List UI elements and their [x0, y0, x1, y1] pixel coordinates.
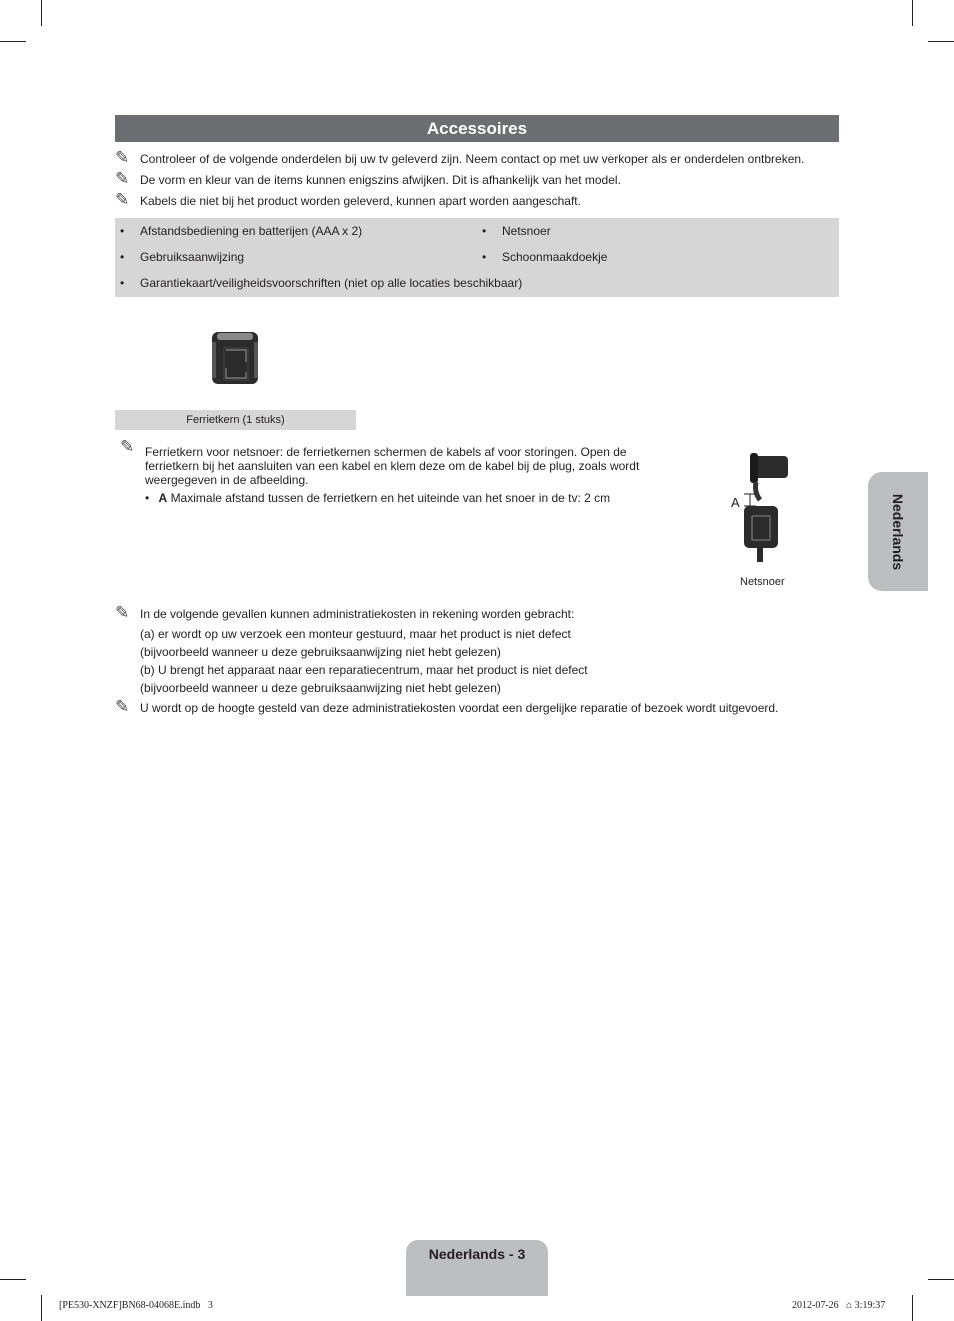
- pencil-note-icon: ✎: [120, 437, 135, 456]
- sub-bullet-label: A: [158, 491, 168, 505]
- admin-line: (bijvoorbeeld wanneer u deze gebruiksaanwijzing niet hebt gelezen): [140, 681, 501, 695]
- pencil-note-icon: ✎: [115, 603, 130, 622]
- footer-timestamp: 2012-07-26 ⌂ 3:19:37: [792, 1300, 886, 1311]
- list-item-label: Netsnoer: [502, 224, 551, 238]
- ferrite-note-line: Ferrietkern voor netsnoer: de ferrietkernen schermen de kabels af voor storingen. Open de: [145, 445, 627, 459]
- ferrite-note-line: weergegeven in de afbeelding.: [145, 473, 309, 487]
- admin-line: (a) er wordt op uw verzoek een monteur gestuurd, maar het product is niet defect: [140, 627, 571, 641]
- figure-caption: Netsnoer: [740, 576, 785, 588]
- crop-mark: [0, 1279, 26, 1280]
- page-number-tab: [406, 1240, 548, 1296]
- list-item-label: Schoonmaakdoekje: [502, 250, 608, 264]
- admin-lines: [140, 625, 588, 697]
- note-text: De vorm en kleur van de items kunnen enigszins afwijken. Dit is afhankelijk van het model.: [140, 173, 621, 187]
- sub-bullet-text: Maximale afstand tussen de ferrietkern en het uiteinde van het snoer in de tv: 2 cm: [170, 491, 611, 505]
- note-text: Controleer of de volgende onderdelen bij uw tv geleverd zijn. Neem contact op met uw verkoper als er onderdelen ontbreken.: [140, 152, 805, 166]
- list-item-label: Afstandsbediening en batterijen (AAA x 2): [140, 224, 363, 238]
- note-text: In de volgende gevallen kunnen administratiekosten in rekening worden gebracht:: [140, 607, 575, 621]
- pencil-note-icon: ✎: [115, 169, 130, 188]
- language-side-tab: [868, 472, 928, 591]
- admin-line: (bijvoorbeeld wanneer u deze gebruiksaanwijzing niet hebt gelezen): [140, 645, 501, 659]
- pencil-note-icon: ✎: [115, 148, 130, 167]
- section-title: Accessoires: [115, 115, 839, 142]
- bullet: •: [120, 224, 125, 238]
- ferrite-note-line: ferrietkern bij het aansluiten van een kabel en klem deze om de kabel bij de plug, zoals wordt: [145, 459, 640, 473]
- side-tab-label: Nederlands: [890, 493, 906, 571]
- pencil-note-icon: ✎: [115, 190, 130, 209]
- crop-mark: [928, 41, 954, 42]
- list-item-label: Garantiekaart/veiligheidsvoorschriften (niet op alle locaties beschikbaar): [140, 276, 523, 290]
- bullet: •: [120, 276, 125, 290]
- crop-mark: [928, 1279, 954, 1280]
- crop-mark: [912, 0, 913, 26]
- note-text: U wordt op de hoogte gesteld van deze administratiekosten voordat een dergelijke reparatie of bezoek wordt uitgevoerd.: [140, 701, 779, 715]
- list-item-label: Gebruiksaanwijzing: [140, 250, 245, 264]
- bullet: •: [120, 250, 125, 264]
- crop-mark: [41, 0, 42, 26]
- crop-mark: [41, 1295, 42, 1321]
- figure-label-a: A: [731, 495, 740, 510]
- crop-mark: [912, 1295, 913, 1321]
- ferrite-sub-bullet: [145, 491, 610, 505]
- page-number-label: Nederlands - 3: [428, 1246, 526, 1262]
- bullet: •: [482, 224, 487, 238]
- note-text: Kabels die niet bij het product worden geleverd, kunnen apart worden aangeschaft.: [140, 194, 581, 208]
- bullet: •: [482, 250, 487, 264]
- accessories-list: [115, 218, 839, 297]
- ferrite-core-image: [208, 328, 264, 388]
- crop-mark: [0, 41, 26, 42]
- ferrite-caption: Ferrietkern (1 stuks): [115, 410, 356, 430]
- bullet: •: [145, 491, 150, 505]
- admin-line: (b) U brengt het apparaat naar een reparatiecentrum, maar het product is niet defect: [140, 663, 588, 677]
- footer-file: [PE530-XNZF]BN68-04068E.indb 3: [59, 1300, 213, 1311]
- pencil-note-icon: ✎: [115, 697, 130, 716]
